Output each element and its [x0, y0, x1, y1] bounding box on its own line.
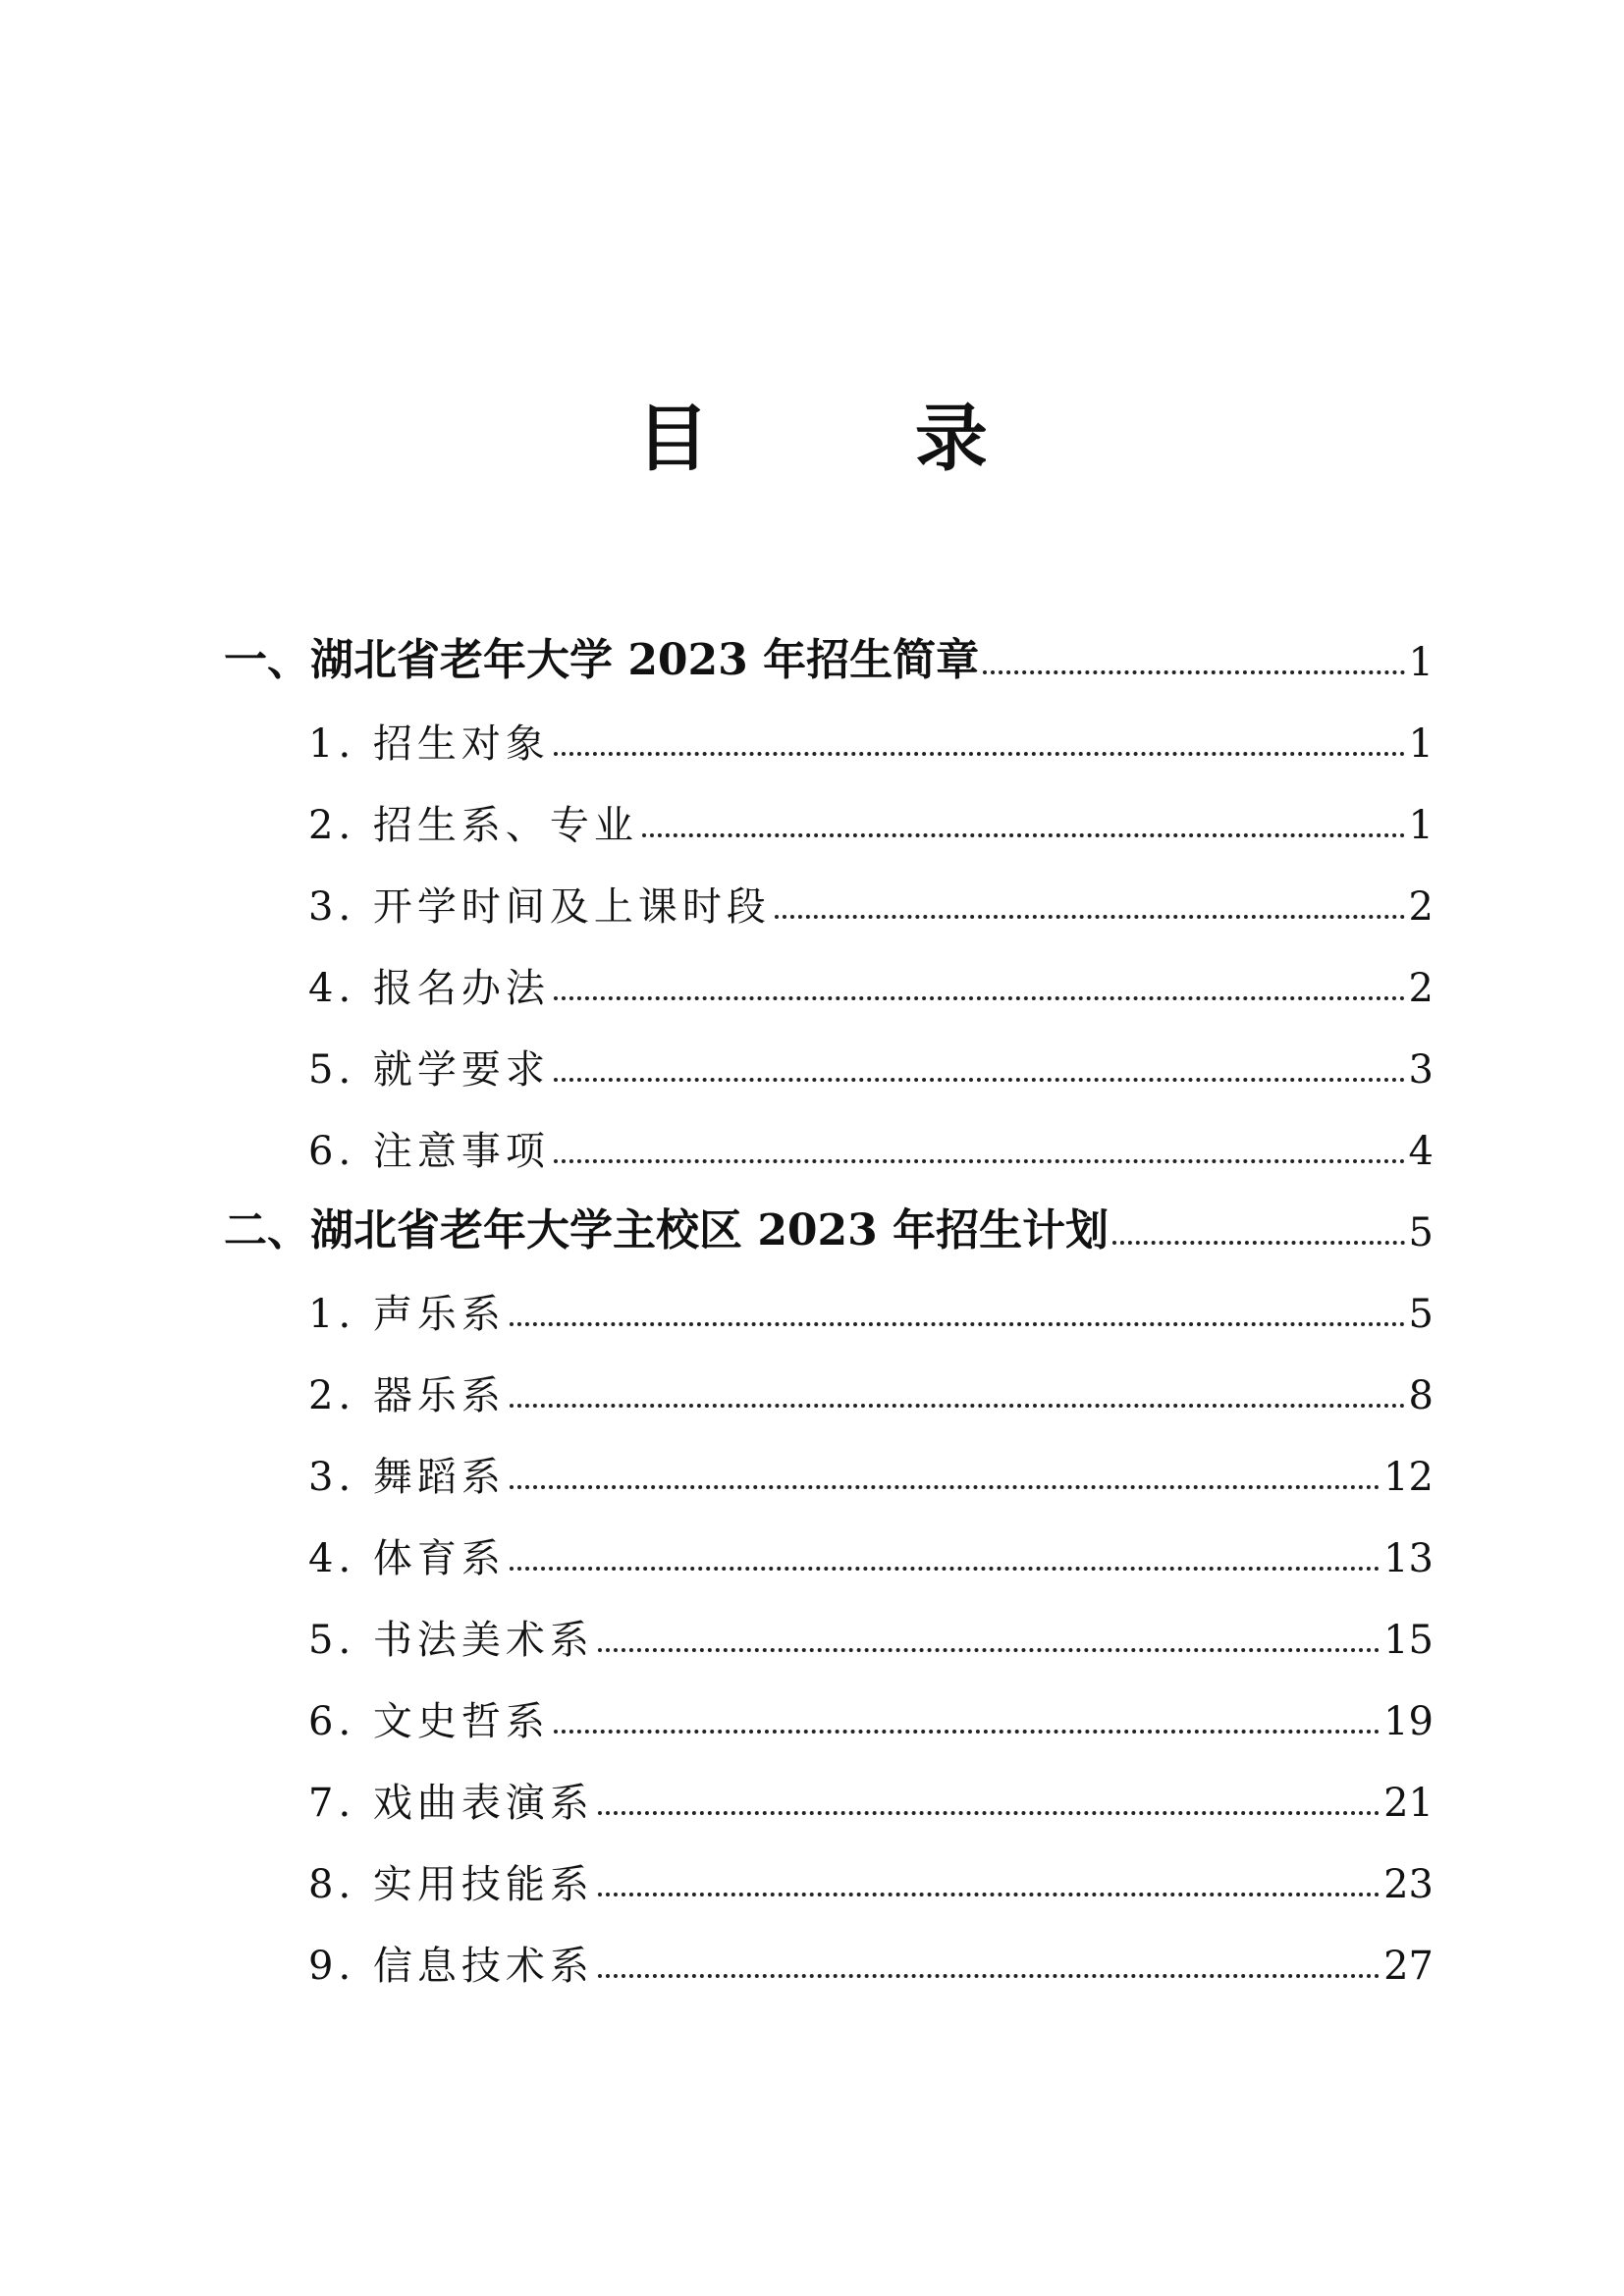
toc-entry-label: 2. 器乐系 [308, 1373, 506, 1418]
toc-item-2-5[interactable] [224, 1592, 1434, 1674]
toc-dot-leader [598, 1648, 1380, 1652]
toc-page-number: 3 [1408, 1047, 1434, 1093]
toc-dot-leader [642, 833, 1405, 837]
toc-entry-label: 1. 招生对象 [308, 721, 550, 767]
toc-section-1[interactable] [224, 614, 1434, 696]
toc-section-2[interactable] [224, 1185, 1434, 1266]
toc-item-1-4[interactable] [224, 940, 1434, 1022]
toc-dot-leader [510, 1567, 1380, 1571]
toc-entry-label: 7. 戏曲表演系 [308, 1781, 594, 1826]
toc-page-number: 13 [1383, 1536, 1434, 1581]
toc-entry-label: 2. 招生系、专业 [308, 803, 638, 848]
toc-dot-leader [598, 1974, 1380, 1978]
toc-dot-leader [598, 1811, 1380, 1815]
toc-item-2-7[interactable] [224, 1755, 1434, 1837]
toc-item-1-1[interactable] [224, 696, 1434, 777]
toc-item-2-9[interactable] [224, 1918, 1434, 2000]
toc-dot-leader [554, 996, 1405, 1000]
toc-item-1-2[interactable] [224, 777, 1434, 859]
toc-entry-label: 4. 体育系 [308, 1536, 506, 1581]
toc-dot-leader [554, 752, 1405, 756]
toc-page-number: 21 [1383, 1781, 1434, 1826]
toc-item-1-3[interactable] [224, 859, 1434, 940]
toc-entry-label: 二、湖北省老年大学主校区 2023 年招生计划 [224, 1205, 1110, 1255]
toc-item-2-6[interactable] [224, 1674, 1434, 1755]
toc-dot-leader [598, 1893, 1380, 1896]
toc-page-number: 12 [1383, 1455, 1434, 1500]
table-of-contents [224, 614, 1434, 2000]
toc-page-number: 8 [1408, 1373, 1434, 1418]
toc-page-number: 1 [1408, 803, 1434, 848]
toc-entry-label: 8. 实用技能系 [308, 1862, 594, 1907]
toc-item-2-2[interactable] [224, 1348, 1434, 1429]
toc-entry-label: 5. 书法美术系 [308, 1618, 594, 1663]
toc-entry-label: 6. 注意事项 [308, 1129, 550, 1174]
toc-dot-leader [510, 1485, 1380, 1489]
toc-page-number: 23 [1383, 1862, 1434, 1907]
toc-page-number: 19 [1383, 1699, 1434, 1744]
toc-page-number: 1 [1408, 721, 1434, 767]
toc-entry-label: 6. 文史哲系 [308, 1699, 550, 1744]
toc-page-number: 2 [1408, 884, 1434, 930]
toc-dot-leader [554, 1730, 1380, 1734]
toc-entry-label: 3. 舞蹈系 [308, 1455, 506, 1500]
toc-dot-leader [554, 1159, 1405, 1163]
toc-page-number: 5 [1408, 1292, 1434, 1337]
toc-item-1-6[interactable] [224, 1103, 1434, 1185]
toc-entry-label: 3. 开学时间及上课时段 [308, 884, 771, 930]
toc-page-number: 5 [1408, 1210, 1434, 1255]
toc-entry-label: 9. 信息技术系 [308, 1944, 594, 1989]
toc-item-2-1[interactable] [224, 1266, 1434, 1348]
toc-dot-leader [510, 1404, 1405, 1408]
toc-item-2-8[interactable] [224, 1837, 1434, 1918]
toc-dot-leader [775, 915, 1405, 919]
toc-entry-label: 4. 报名办法 [308, 966, 550, 1011]
toc-dot-leader [1112, 1241, 1404, 1245]
page-title: 目 录 [636, 397, 1078, 481]
toc-entry-label: 5. 就学要求 [308, 1047, 550, 1093]
toc-page-number: 4 [1408, 1129, 1434, 1174]
toc-entry-label: 一、湖北省老年大学 2023 年招生简章 [224, 635, 980, 685]
toc-item-1-5[interactable] [224, 1022, 1434, 1103]
toc-item-2-4[interactable] [224, 1511, 1434, 1592]
toc-page-number: 27 [1383, 1944, 1434, 1989]
toc-dot-leader [983, 670, 1404, 674]
toc-page-number: 2 [1408, 966, 1434, 1011]
toc-entry-label: 1. 声乐系 [308, 1292, 506, 1337]
toc-dot-leader [510, 1322, 1405, 1326]
toc-page-number: 15 [1383, 1618, 1434, 1663]
toc-page-number: 1 [1408, 640, 1434, 685]
toc-dot-leader [554, 1078, 1405, 1082]
toc-item-2-3[interactable] [224, 1429, 1434, 1511]
